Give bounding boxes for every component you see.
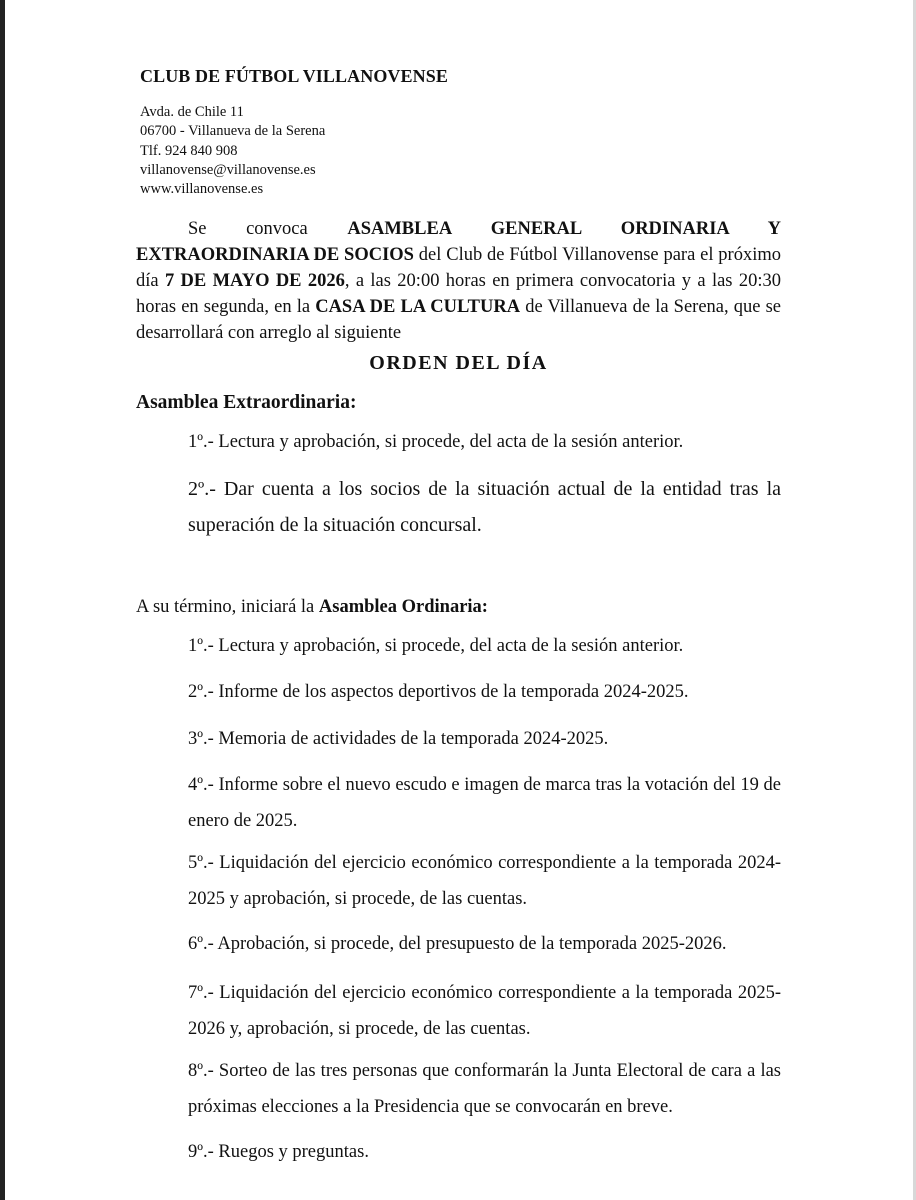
ordinary-item-3: 3º.- Memoria de actividades de la temporada 2024-2025.	[188, 729, 609, 749]
intro-text-1: Se convoca	[188, 219, 348, 239]
page-left-edge	[0, 0, 5, 1200]
ordinary-lead-text: A su término, iniciará la	[136, 597, 319, 617]
ordinary-assembly-title: Asamblea Ordinaria:	[318, 597, 488, 617]
club-name: CLUB DE FÚTBOL VILLANOVENSE	[140, 66, 448, 86]
address-phone: Tlf. 924 840 908	[140, 142, 238, 159]
address-email: villanovense@villanovense.es	[140, 161, 316, 178]
extraordinary-item-2: 2º.- Dar cuenta a los socios de la situación actual de la entidad tras la superación de la situación concursal.	[188, 478, 781, 536]
intro-venue: CASA DE LA CULTURA	[315, 297, 521, 317]
extraordinary-assembly-title: Asamblea Extraordinaria:	[136, 392, 357, 413]
ordinary-item-5: 5º.- Liquidación del ejercicio económico correspondiente a la temporada 2024-2025 y aprobación, si procede, de las cuentas.	[188, 853, 781, 909]
intro-text-3: , a las 20:00 horas en primera convocatoria y a las 20:30 horas en segunda, en la	[136, 271, 781, 317]
ordinary-item-1: 1º.- Lectura y aprobación, si procede, del acta de la sesión anterior.	[188, 636, 684, 656]
intro-assembly-type: ASAMBLEA GENERAL ORDINARIA Y EXTRAORDINARIA DE SOCIOS	[136, 219, 781, 265]
extraordinary-item-1: 1º.- Lectura y aprobación, si procede, del acta de la sesión anterior.	[188, 432, 684, 452]
address-postal-city: 06700 - Villanueva de la Serena	[140, 123, 326, 140]
ordinary-item-2: 2º.- Informe de los aspectos deportivos de la temporada 2024-2025.	[188, 682, 689, 702]
ordinary-assembly-lead	[136, 597, 488, 618]
address-street: Avda. de Chile 11	[140, 104, 244, 120]
agenda-title: ORDEN DEL DÍA	[369, 352, 548, 374]
ordinary-item-4: 4º.- Informe sobre el nuevo escudo e imagen de marca tras la votación del 19 de enero de 2025.	[188, 775, 781, 831]
club-address-block	[140, 103, 325, 199]
intro-date: 7 DE MAYO DE 2026	[164, 271, 345, 291]
ordinary-item-8: 8º.- Sorteo de las tres personas que conformarán la Junta Electoral de cara a las próximas elecciones a la Presidencia que se convocarán en breve.	[188, 1061, 781, 1117]
intro-text-2: del Club de Fútbol Villanovense para el próximo día	[136, 245, 781, 291]
ordinary-item-6: 6º.- Aprobación, si procede, del presupuesto de la temporada 2025-2026.	[188, 934, 727, 954]
address-website: www.villanovense.es	[140, 181, 264, 198]
intro-text-4: de Villanueva de la Serena, que se desarrollará con arreglo al siguiente	[136, 297, 781, 343]
ordinary-item-7: 7º.- Liquidación del ejercicio económico correspondiente a la temporada 2025-2026 y, aprobación, si procede, de las cuentas.	[188, 983, 781, 1039]
convocation-paragraph	[136, 216, 781, 346]
ordinary-item-9: 9º.- Ruegos y preguntas.	[188, 1142, 369, 1162]
